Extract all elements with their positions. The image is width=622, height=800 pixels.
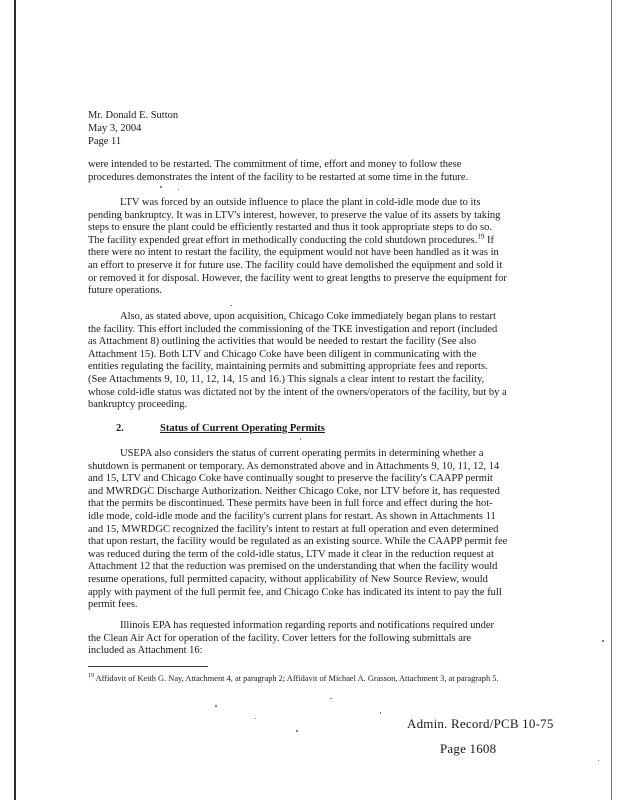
- footnote-divider: [88, 666, 208, 667]
- paragraph-illinois-epa: [88, 620, 508, 658]
- section-title: Status of Current Operating Permits: [160, 423, 325, 434]
- recipient-name: Mr. Donald E. Sutton: [88, 110, 179, 121]
- scan-edge-left: [14, 0, 16, 800]
- footnote-reference: 19: [477, 232, 485, 241]
- footnote: [88, 671, 508, 684]
- paragraph-text: If there were no intent to restart the facility, the equipment would not have been handled as it was in an effort to preserve it for future use. The facility could have demolished the equipment and sold it or removed it for disposal. However, the facility went to great lengths to preserve the equipment for future operations.: [88, 234, 507, 297]
- letter-date: May 3, 2004: [88, 123, 142, 134]
- paragraph-text: were intended to be restarted. The commitment of time, effort and money to follow these procedures demonstrates the intent of the facility to be restarted at some time in the future.: [88, 159, 469, 183]
- record-page-stamp: Page 1608: [440, 741, 497, 756]
- paragraph-ltv-shutdown: [88, 197, 508, 298]
- footnote-marker: 19: [88, 673, 94, 679]
- footnote-text: Affidavit of Keith G. Nay, Attachment 4, at paragraph 2; Affidavit of Michael A. Grasson, Attachment 3, at paragraph 5.: [94, 673, 499, 683]
- paragraph-text: LTV was forced by an outside influence to place the plant in cold-idle mode due to its pending bankruptcy. It was in LTV's interest, however, to preserve the value of its assets by taking steps to ensure the plant could be efficiently restarted and thus it took appropriate steps to do so. The facility expended great effort in methodically conducting the cold shutdown procedures.: [88, 197, 501, 246]
- paragraph-operating-permits: [88, 448, 508, 612]
- section-number: 2.: [116, 423, 124, 434]
- paragraph-text: USEPA also considers the status of current operating permits in determining whether a shutdown is permanent or temporary. As demonstrated above and in Attachments 9, 10, 11, 12, 14 and 15, LTV and Chicago Coke have continually sought to preserve the facility's CAAPP permit and MWRDGC Discharge Authorization. Neither Chicago Coke, nor LTV before it, has requested that the permits be discontinued. These permits have been in full force and effect during the hot-idle mode, cold-idle mode and the facility's current plans for restart. As shown in Attachments 11 and 15, MWRDGC recognized the facility's intent to restart at full operation and even determined that upon restart, the facility would be regulated as an existing source. While the CAAPP permit fee was reduced during the term of the cold-idle status, LTV made it clear in the reduction request at Attachment 12 that the reduction was premised on the understanding that when the facility would resume operations, full permitted capacity, without applicability of New Source Review, would apply with payment of the full permit fee, and Chicago Coke has indicated its intent to pay the full permit fees.: [88, 448, 508, 611]
- admin-record-stamp: Admin. Record/PCB 10-75: [407, 716, 554, 731]
- paragraph-continuation: [88, 159, 508, 184]
- paragraph-chicago-coke: [88, 311, 508, 412]
- scan-edge-right: [611, 0, 612, 800]
- paragraph-text: Illinois EPA has requested information regarding reports and notifications required under the Clean Air Act for operation of the facility. Cover letters for the following submittals are included as Attachment 16:: [88, 620, 495, 657]
- section-heading: [116, 423, 325, 434]
- page-number: Page 11: [88, 136, 122, 147]
- paragraph-text: Also, as stated above, upon acquisition, Chicago Coke immediately began plans to restart the facility. This effort included the commissioning of the TKE investigation and report (included as Attachment 8) outlining the activities that would be needed to restart the facility (See also Attachment 15). Both LTV and Chicago Coke have been diligent in communicating with the entities regulating the facility, maintaining permits and submitting appropriate fees and reports. (See Attachments 9, 10, 11, 12, 14, 15 and 16.) This signals a clear intent to restart the facility, whose cold-idle status was dictated not by the intent of the owners/operators of the facility, but by a bankruptcy proceeding.: [88, 311, 507, 411]
